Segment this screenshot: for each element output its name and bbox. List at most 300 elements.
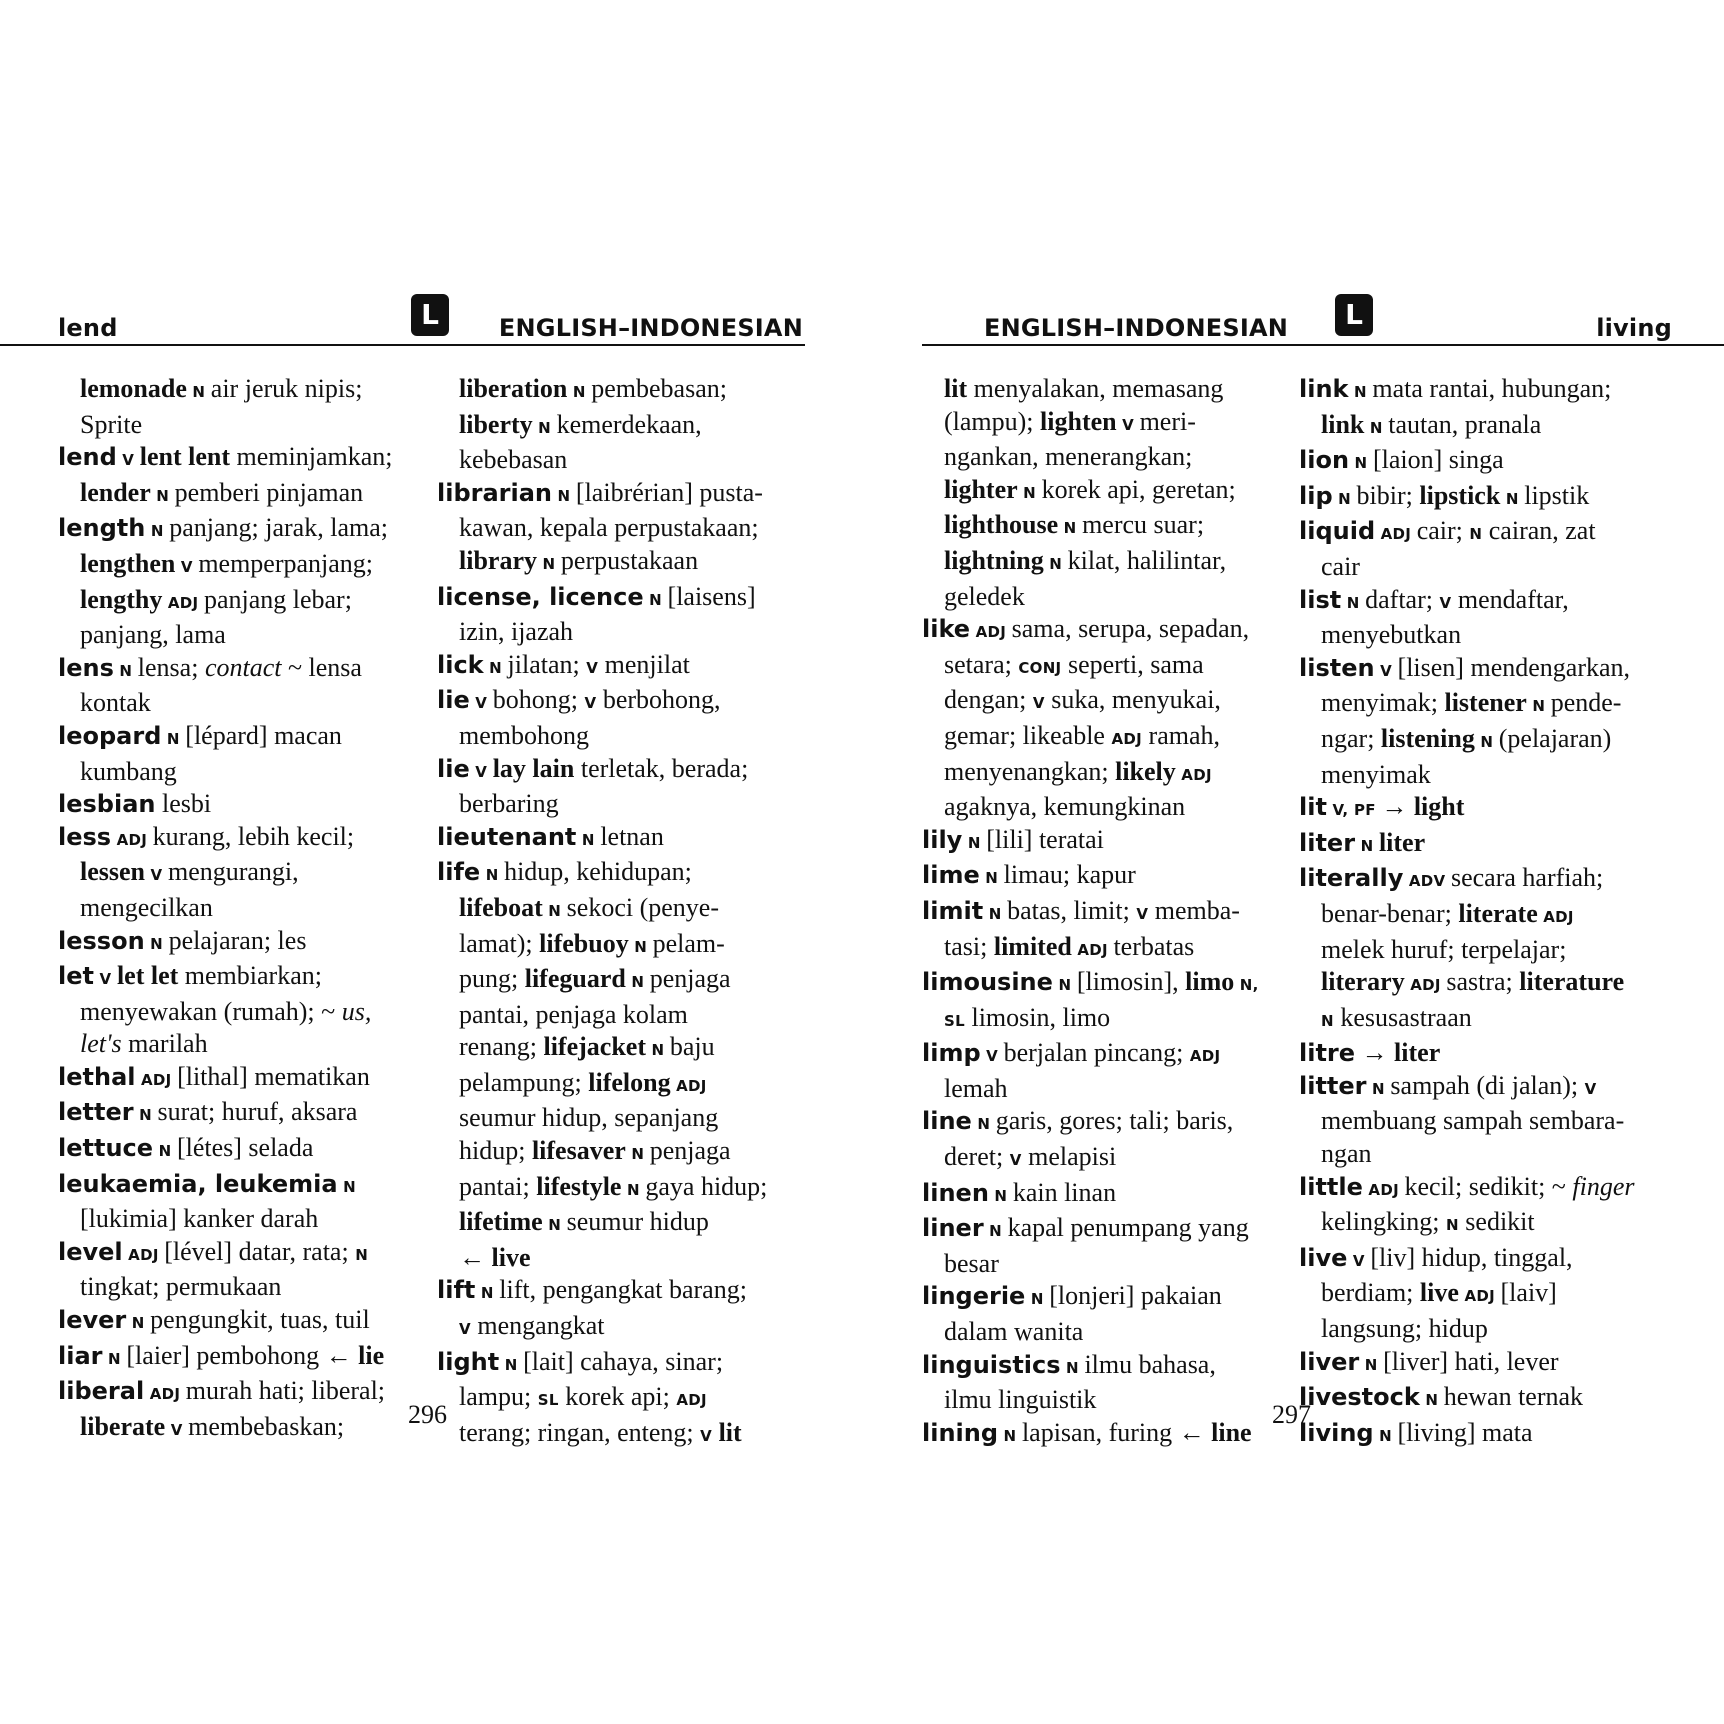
left-column-1 [58,373,392,1446]
part-of-speech: N [628,937,653,956]
headword: liver [1299,1347,1360,1376]
dictionary-line [437,1310,767,1346]
definition-text: gaya hidup; [645,1171,768,1201]
definition-text: membiarkan; [178,961,322,991]
part-of-speech: V [175,557,199,576]
part-of-speech: N [532,418,557,437]
right-column-1 [922,373,1259,1452]
dictionary-line [58,821,392,857]
part-of-speech: N [1060,1358,1085,1377]
definition-text: [lisen] mendengarkan, [1397,652,1631,682]
headword: lesson [58,926,145,955]
dictionary-line [1299,1381,1634,1417]
dictionary-line [1299,862,1634,898]
bold-term: live [491,1242,531,1272]
definition-text: air jeruk nipis; [210,374,363,403]
dictionary-line [58,548,392,584]
subentry: library [459,545,537,575]
page-number: 296 [408,1400,447,1429]
dictionary-line [437,649,767,685]
dictionary-line [922,474,1259,510]
definition-text: [létes] selada [176,1133,314,1163]
dictionary-line [922,1105,1259,1141]
bold-term: lay lain [492,753,575,783]
definition-text: menyebutkan [1321,620,1462,650]
dictionary-line [1299,687,1634,723]
definition-text: ilmu linguistik [944,1385,1097,1415]
dictionary-line [58,687,392,720]
dictionary-line [58,1236,392,1272]
headword: lettuce [58,1134,154,1163]
headword: lit [1299,793,1327,822]
bold-term: lent lent [139,442,231,472]
definition-text: hidup, kehidupan; [504,857,692,887]
definition-text: pelajaran; les [168,925,307,955]
dictionary-line [58,619,392,652]
subentry: lengthy [80,584,163,614]
dictionary-line [437,1274,767,1310]
headword: level [58,1237,123,1266]
left-column-2 [437,373,767,1452]
dictionary-line [1299,1206,1634,1242]
definition-text: memba- [1148,895,1240,925]
dictionary-line [58,1096,392,1132]
dictionary-line [58,1168,392,1204]
definition-text: → [1355,1038,1395,1068]
definition-text: dengan; [944,685,1033,715]
bold-term: let let [116,961,179,991]
part-of-speech: N, [1234,976,1259,995]
definition-text: [lukimia] kanker darah [80,1204,319,1234]
definition-text: menjilat [598,649,690,679]
definition-text: berjalan pincang; [1003,1038,1190,1068]
dictionary-line [58,996,392,1029]
definition-text: ngan [1321,1139,1372,1169]
definition-text: tingkat; permukaan [80,1272,282,1302]
dictionary-line [437,856,767,892]
dictionary-line [922,613,1259,649]
definition-text: langsung; hidup [1321,1314,1488,1344]
part-of-speech: ADJ [111,830,153,849]
part-of-speech: ADJ [1404,976,1447,995]
definition-text: kumbang [80,756,177,786]
headword: letter [58,1098,134,1127]
definition-text: [lonjeri] pakaian [1049,1281,1222,1311]
dictionary-line [922,1073,1259,1106]
definition-text: agaknya, kemungkinan [944,792,1186,822]
part-of-speech: V [1136,904,1149,923]
part-of-speech: N [161,729,186,748]
definition-text: mata rantai, hubungan; [1372,374,1612,403]
definition-text: izin, ijazah [459,617,574,647]
subentry: liberty [459,409,533,439]
dictionary-line [58,1411,392,1447]
headword: liquid [1299,517,1376,546]
part-of-speech: V [459,1320,471,1339]
dictionary-line [437,616,767,649]
dictionary-line [437,1067,767,1103]
part-of-speech: CONJ [1018,658,1062,677]
definition-text: ngankan, menerangkan; [944,442,1193,472]
dictionary-line [58,1028,392,1061]
part-of-speech: ADJ [1071,940,1114,959]
headword: lethal [58,1062,136,1091]
headword: listen [1299,653,1375,682]
headword: living [1299,1418,1374,1447]
dictionary-line [437,512,767,545]
part-of-speech: N [1332,489,1357,508]
definition-text: [lével] datar, rata; [164,1236,356,1266]
page-number: 297 [1272,1400,1311,1429]
definition-text: melek huruf; terpelajar; [1321,934,1567,964]
definition-text: lampu; [459,1382,538,1412]
definition-text: pende- [1550,688,1622,718]
part-of-speech: N [145,522,170,541]
subentry: lighter [944,474,1018,504]
definition-text: deret; [944,1142,1010,1172]
subentry: liberation [459,374,568,403]
part-of-speech: SL [537,1391,559,1410]
definition-text: pung; [459,964,525,994]
definition-text: pembebasan; [591,374,727,403]
definition-text: cair [1321,551,1360,581]
dictionary-line [1299,1138,1634,1171]
definition-text: pelampung; [459,1067,589,1097]
part-of-speech: ADJ [1189,1047,1221,1066]
part-of-speech: N [625,1145,650,1164]
subentry: lender [80,477,151,507]
dictionary-line [437,545,767,581]
definition-text: kain linan [1012,1177,1117,1207]
definition-text: letnan [600,821,664,851]
part-of-speech: ADJ [1375,525,1417,544]
bold-term: live [1419,1278,1459,1308]
dictionary-line [58,960,392,996]
definition-text: kontak [80,688,151,718]
headword: lining [922,1418,999,1447]
part-of-speech: N [1373,1426,1398,1445]
definition-text: mengangkat [470,1311,605,1341]
section-title: ENGLISH–INDONESIAN [498,314,803,342]
definition-text: terletak, berada; [574,753,749,783]
part-of-speech: N [1355,836,1379,855]
dictionary-line [922,1417,1259,1453]
definition-text: meminjamkan; [230,442,393,472]
definition-text: membuang sampah sembara- [1321,1106,1625,1136]
headword: litre [1299,1039,1356,1068]
part-of-speech: N [552,486,576,505]
definition-text: panjang; jarak, lama; [169,513,388,543]
headword: litter [1299,1071,1367,1100]
headword: light [437,1347,500,1376]
part-of-speech: N [337,1177,356,1196]
headword: little [1299,1172,1363,1201]
dictionary-line [437,753,767,789]
headword: livestock [1299,1383,1420,1412]
definition-text: [liver] hati, lever [1383,1346,1559,1376]
dictionary-line [1299,1313,1634,1346]
definition-text: mendaftar, [1451,584,1569,614]
definition-text: murah hati; liberal; [185,1376,386,1406]
guide-word: lend [58,314,118,342]
definition-text: baju [669,1032,715,1062]
definition-text: besar [944,1248,999,1278]
dictionary-line [58,652,392,688]
subentry: literary [1321,967,1405,997]
headword: lie [437,686,470,715]
definition-text: sampah (di jalan); [1390,1070,1585,1100]
definition-text: lemah [944,1073,1008,1103]
definition-text: hewan ternak [1443,1382,1584,1412]
dictionary-line [58,1061,392,1097]
definition-text: marilah [121,1029,208,1059]
bold-term: liter [1378,827,1426,857]
bold-term: lifejacket [543,1032,646,1062]
definition-text: seumur hidup [566,1207,709,1237]
dictionary-line [1299,1277,1634,1313]
part-of-speech: N [567,383,592,401]
part-of-speech: N [971,1115,996,1134]
part-of-speech: V [1439,593,1452,612]
headword: lion [1299,446,1350,475]
definition-text: menyalakan, memasang [967,374,1224,403]
definition-text: seumur hidup, sepanjang [459,1103,719,1133]
part-of-speech: N [355,1245,369,1264]
dictionary-line [922,441,1259,474]
dictionary-line [437,1381,767,1417]
subentry: lightning [944,545,1044,575]
dictionary-line [58,892,392,925]
definition-text: tautan, pranala [1388,409,1542,439]
dictionary-line [1299,723,1634,759]
bold-term: lifebuoy [539,928,629,958]
part-of-speech: N [645,1041,670,1060]
dictionary-line [922,1349,1259,1385]
part-of-speech: V [165,1420,189,1439]
definition-text: suka, menyukai, [1044,685,1221,715]
dictionary-line [922,1141,1259,1177]
definition-text: sekoci (penye- [566,892,719,922]
guide-word: living [1596,314,1672,342]
bold-term: lighten [1040,406,1117,436]
part-of-speech: N [998,1426,1022,1445]
dictionary-line [922,1248,1259,1281]
dictionary-line [1299,1002,1634,1038]
part-of-speech: N [1043,554,1068,573]
left-page-header [0,294,805,346]
definition-text: kelingking; [1321,1207,1446,1237]
dictionary-line [58,1304,392,1340]
part-of-speech: V [1584,1079,1597,1098]
part-of-speech: N [1025,1290,1050,1309]
dictionary-line [437,928,767,964]
dictionary-line [1299,444,1634,480]
dictionary-line [58,1132,392,1168]
part-of-speech: ADJ [122,1245,165,1264]
dictionary-line [437,373,767,409]
example-phrase: finger [1572,1171,1635,1201]
dictionary-line [922,720,1259,756]
part-of-speech: ADJ [1111,729,1143,748]
definition-text: [laiv] [1500,1278,1557,1308]
part-of-speech: N [1366,1079,1391,1098]
right-page-header [922,294,1724,346]
part-of-speech: N [1348,383,1373,401]
dictionary-line [922,684,1259,720]
definition-text: lipstik [1524,480,1590,510]
dictionary-line [1299,619,1634,652]
definition-text: menyewakan (rumah); ~ [80,996,342,1026]
dictionary-line [58,1375,392,1411]
bold-term: limo [1185,967,1235,997]
headword: lift [437,1276,476,1305]
headword: lens [58,653,114,682]
dictionary-line [437,1346,767,1382]
part-of-speech: N [979,869,1004,888]
example-phrase: contact [204,652,282,682]
headword: lick [437,650,484,679]
definition-text: lapisan, furing ← [1021,1417,1212,1447]
section-title: ENGLISH–INDONESIAN [984,314,1289,342]
part-of-speech: N [625,973,650,992]
definition-text: cair; [1416,516,1470,546]
dictionary-line [1299,515,1634,551]
part-of-speech: V [584,694,597,713]
dictionary-line [58,441,392,477]
headword: lesbian [58,790,156,819]
dictionary-line [1299,759,1634,792]
dictionary-line [922,509,1259,545]
bold-term: listener [1444,688,1527,718]
definition-text: panjang, lama [80,620,226,650]
part-of-speech: N [1474,732,1499,751]
letter-tab: L [411,294,449,336]
headword: lieutenant [437,822,577,851]
bold-term: line [1211,1417,1252,1447]
part-of-speech: ADJ [1362,1180,1405,1199]
part-of-speech: V [469,762,493,781]
part-of-speech: ADJ [162,593,204,612]
headword: limousine [922,968,1053,997]
definition-text: kesusastraan [1333,1002,1472,1032]
definition-text: kebebasan [459,445,568,475]
definition-text: kilat, halilintar, [1067,545,1227,575]
part-of-speech: N [1052,976,1077,995]
dictionary-line [437,581,767,617]
headword: limit [922,896,984,925]
definition-text: cairan, zat [1482,516,1596,546]
definition-text: terbatas [1113,931,1195,961]
headword: liar [58,1341,103,1370]
dictionary-line [1299,791,1634,827]
definition-text: [liv] hidup, tinggal, [1370,1242,1573,1272]
part-of-speech: V [1032,694,1045,713]
dictionary-line [437,1417,767,1453]
part-of-speech: V [469,694,493,713]
headword: license, licence [437,582,644,611]
part-of-speech: V [1347,1251,1371,1270]
part-of-speech: N [186,383,211,401]
part-of-speech: N [113,661,138,680]
definition-text: secara harfiah; [1450,863,1604,893]
definition-text: [laier] pembohong ← [126,1340,359,1370]
definition-text: [lithal] mematikan [177,1061,370,1091]
definition-text: terang; ringan, enteng; [459,1417,701,1447]
definition-text: sastra; [1446,967,1520,997]
part-of-speech: N [480,866,505,885]
definition-text: melapisi [1021,1142,1117,1172]
subentry: lit [944,374,968,403]
right-page [862,0,1724,1724]
dictionary-line [58,477,392,513]
bold-term: literature [1519,967,1625,997]
subentry: lessen [80,857,145,887]
part-of-speech: N [988,1186,1013,1205]
definition-text: panjang lebar; [203,584,352,614]
part-of-speech: ADJ [970,623,1012,642]
definition-text: benar-benar; [1321,898,1459,928]
example-phrase: let's [80,1029,122,1059]
part-of-speech: N [1445,1216,1459,1235]
definition-text: pantai; [459,1171,537,1201]
dictionary-line [437,788,767,821]
headword: lend [58,443,117,472]
part-of-speech: N [1058,519,1083,538]
part-of-speech: N [1364,418,1389,437]
definition-text: pantai, penjaga kolam [459,999,688,1029]
definition-text: menyimak [1321,759,1431,789]
part-of-speech: ADJ [676,1391,707,1410]
part-of-speech: N [483,658,508,677]
dictionary-line [437,1031,767,1067]
dictionary-line [437,1102,767,1135]
definition-text: ← [459,1242,492,1272]
part-of-speech: V, PF [1326,801,1382,820]
part-of-speech: V [1116,415,1140,434]
dictionary-line [58,512,392,548]
dictionary-line [437,409,767,445]
definition-text: lamat); [459,928,540,958]
bold-term: lifesaver [531,1136,626,1166]
definition-text: limau; kapur [1003,860,1136,890]
definition-text: memperpanjang; [198,548,374,578]
definition-text: sama, serupa, sepadan, [1011,614,1250,644]
definition-text: renang; [459,1032,544,1062]
headword: lever [58,1306,127,1335]
bold-term: literate [1458,898,1538,928]
part-of-speech: N [1419,1391,1444,1410]
dictionary-line [437,1206,767,1242]
headword: lime [922,861,980,890]
definition-text: lensa; [137,652,205,682]
part-of-speech: N [1526,697,1551,716]
headword: literally [1299,864,1404,893]
part-of-speech: V [1009,1151,1022,1170]
dictionary-line [1299,480,1634,516]
dictionary-line [58,584,392,620]
part-of-speech: N [1359,1355,1384,1374]
definition-text: limosin, limo [964,1002,1111,1032]
definition-text: lift, pengangkat barang; [499,1275,747,1305]
definition-text: kecil; sedikit; ~ [1404,1171,1573,1201]
subentry: liberate [80,1411,166,1441]
part-of-speech: SL [944,1011,965,1030]
definition-text: (lampu); [944,406,1041,436]
subentry: lemonade [80,374,187,403]
part-of-speech: N [475,1284,500,1303]
bold-term: lifelong [588,1067,671,1097]
part-of-speech: N [537,554,561,573]
